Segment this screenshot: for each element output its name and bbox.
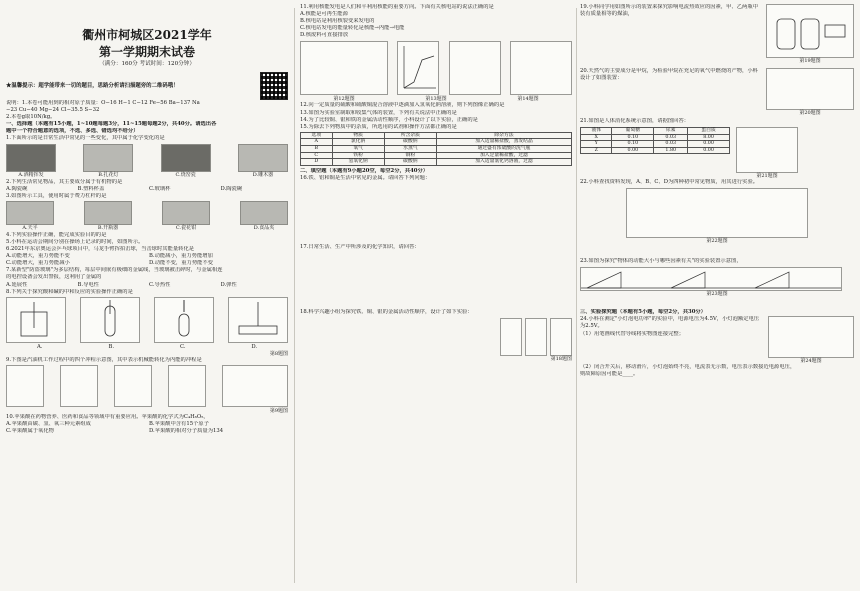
question-16: 16.铁、铝和铜是生活中常见的金属。请回答下列问题： — [300, 174, 431, 181]
table-cell: 氢氧化钠 — [332, 159, 384, 166]
engine-diagram — [6, 365, 44, 407]
option[interactable]: D.弹性 — [220, 281, 237, 288]
question-24-block — [580, 316, 854, 364]
option[interactable]: A.陶瓷碗 — [6, 185, 28, 192]
table-cell: 铜粉 — [384, 152, 436, 159]
question-19-block — [580, 4, 854, 68]
table-header: 所含杂质 — [384, 132, 436, 139]
option[interactable]: D. — [251, 343, 258, 350]
question-7-line2: 的电控设备会发出警报，这利用了金属的 — [6, 274, 102, 281]
question-14: 14.为了比较铜、银和铁的金属活动性顺序，小科设计了以下实验，正确的是 — [300, 116, 478, 123]
option[interactable]: A.核能是可再生能源 — [300, 11, 348, 18]
question-10-options — [6, 421, 288, 428]
exam-title-line2: 第一学期期末试卷 — [98, 45, 195, 59]
option[interactable]: C. — [179, 343, 186, 350]
question-8: 8.下列关于探究酸和碱的中和反应的实验操作正确的是 — [6, 288, 133, 295]
option-label: D.雕木器 — [252, 171, 274, 178]
question-13: 13.如图为实验室制取和收集气体的装置，下列有关说法中正确的是 — [300, 109, 457, 116]
table-cell: A — [301, 139, 333, 146]
question-3: 3.如图所示工具，使用时属于费力杠杆的是 — [6, 192, 107, 199]
exam-tip: ★温馨提示：超学能带来一切的题目，思路分析请扫描题旁的二维码哦！ — [6, 82, 179, 89]
option-label: C.烧窑瓷 — [175, 171, 196, 178]
engine-diagram — [114, 365, 152, 407]
dropper-icon — [155, 298, 213, 342]
table-cell: 碳酸钠 — [384, 159, 436, 166]
table-cell: 0.10 — [612, 141, 654, 148]
question-12-figures — [300, 41, 572, 95]
option[interactable]: C.苹果酸属于氧化物 — [6, 428, 54, 435]
table-row — [581, 147, 730, 154]
qr-code-icon[interactable] — [260, 72, 288, 100]
question-9-images — [6, 365, 288, 407]
option[interactable]: C.核电站发电的能量转化是核能→内能→电能 — [300, 25, 405, 32]
question-22-body — [580, 244, 854, 258]
option[interactable]: C.动能增大，重力势能减小 — [6, 260, 70, 267]
ramp-diagram — [580, 267, 842, 291]
tool-image — [240, 201, 288, 225]
figure-caption: 第8题图 — [269, 350, 288, 357]
question-20-block — [580, 68, 854, 118]
lab-diagram — [228, 297, 288, 343]
table-cell: 氧气 — [332, 146, 384, 153]
table-cell: 碳酸钠 — [384, 139, 436, 146]
question-19: 19.小科同学用如图所示的装置来探究影响电流热效应的因素，甲、乙两瓶中装有质量相等的煤油， — [580, 4, 758, 18]
table-header: 液体 — [581, 128, 612, 135]
lab-diagram — [80, 297, 140, 343]
question-9: 9.下图是汽油机工作过程中的四个冲程示意图，其中表示机械能转化为内能的冲程是 — [6, 356, 202, 363]
engine-diagram — [60, 365, 98, 407]
option[interactable]: D.动能不变，重力势能不变 — [149, 260, 214, 267]
table-cell: 加入适量稀盐酸，蒸发结晶 — [436, 139, 571, 146]
test-tube-diagram — [525, 318, 547, 356]
question-18: 18.科学兴趣小组为探究铁、铜、银的金属活动性顺序，设计了如下实验： — [300, 309, 473, 316]
beaker-icon — [7, 298, 65, 342]
apparatus-diagram — [300, 41, 388, 95]
question-2: 2.下列生活常见物品，其主要成分属于有机物的是 — [6, 178, 123, 185]
question-1: 1.下面所示的是日常生活中常见的一些变化，其中属于化学变化的是 — [6, 135, 165, 142]
section-heading: 三、实验探究题（本题有5小题，每空2分，共30分） — [580, 309, 706, 316]
question-20: 20.天然气的主要成分是甲烷，为检验甲烷在充足的氧气中燃烧的产物，小科设计了如图装置： — [580, 68, 758, 82]
column-divider — [576, 8, 577, 583]
flask-icon — [767, 5, 853, 57]
kidney-diagram — [736, 127, 798, 173]
table-header: 除杂方法 — [436, 132, 571, 139]
table-cell: 加入适量氯化钙溶液，过滤 — [436, 159, 571, 166]
question-7: 7.某新型"防盗玻璃"为多层结构，每层中间嵌有极细的金属线，当玻璃被击碎时，与金属相连 — [6, 267, 223, 274]
ph-paper-icon — [229, 298, 287, 342]
question-18-figure — [300, 318, 572, 356]
table-cell: Z — [581, 147, 612, 154]
graph-icon — [398, 42, 438, 94]
question-24-part1: （1）用笔画线代替导线将实物图连接完整； — [580, 330, 685, 337]
ramp-icon — [581, 268, 841, 290]
question-8-options — [6, 344, 288, 351]
table-cell: C — [301, 152, 333, 159]
photo — [83, 144, 133, 172]
exam-note: −23 Cu−40 Mg−24 Cl−35.5 S−32 — [6, 107, 100, 114]
photo — [238, 144, 288, 172]
option[interactable]: B.导电性 — [77, 281, 99, 288]
question-4: 4.下列实验操作正确，能完成实验目的的是 — [6, 231, 107, 238]
option-label: B.开瓶器 — [97, 224, 119, 231]
question-24-part2: （2）闭合开关后，移动滑片，小灯泡始终不亮，电流表无示数，电压表示数接近电源电压， — [580, 364, 796, 371]
figure-caption: 第20题图 — [799, 110, 821, 116]
figure-caption: 第21题图 — [756, 173, 778, 180]
test-tube-diagram — [500, 318, 522, 356]
table-row — [301, 146, 572, 153]
question-6-options — [6, 260, 288, 267]
question-15: 15.为除去下列物质中的杂质，所选用的试剂和操作方法都正确的是 — [300, 123, 457, 130]
option[interactable]: D.核废料可直接排放 — [300, 32, 349, 39]
figure-caption: 第24题图 — [800, 358, 822, 365]
figure-caption: 第9题图 — [269, 407, 288, 414]
table-cell: 通过盛有浓硫酸的洗气瓶 — [436, 146, 571, 153]
figure-caption: 第19题图 — [799, 58, 821, 64]
table-row — [301, 152, 572, 159]
option-label: B.扎花灯 — [98, 171, 119, 178]
tool-image — [162, 201, 210, 225]
table-cell: 加入足量稀盐酸，过滤 — [436, 152, 571, 159]
apparatus-diagram — [449, 41, 501, 95]
table-cell: 0.00 — [612, 147, 654, 154]
engine-diagram — [168, 365, 206, 407]
option[interactable]: B.苹果酸中含有15个原子 — [149, 420, 209, 427]
table-cell: 1.80 — [654, 147, 688, 154]
option-label: A.酒精挥发 — [18, 171, 44, 178]
table-cell: 0.03 — [654, 134, 688, 141]
question-6-options — [6, 253, 288, 260]
table-cell: X — [581, 134, 612, 141]
table-cell: 0.00 — [688, 141, 730, 148]
option[interactable]: B.核电站是利用核裂变来发电的 — [300, 18, 375, 25]
table-header: 蛋白质 — [688, 128, 730, 135]
table-cell: Y — [581, 141, 612, 148]
table-cell: 铁粉 — [332, 152, 384, 159]
question-2-options — [6, 186, 288, 193]
question-3-images — [6, 201, 288, 231]
option-label: D.食品夹 — [253, 224, 275, 231]
option[interactable]: A.延展性 — [6, 281, 28, 288]
question-21: 21.如图是人体消化系统示意图，请据图回答： — [580, 118, 690, 124]
question-10: 10.苹果酸在药物营养、医药和食品等领域中有重要应用。苹果酸的化学式为C₄H₆O₅， — [6, 413, 209, 420]
question-21-block — [580, 127, 854, 179]
apparatus-diagram — [510, 41, 572, 95]
option[interactable]: A.动能增大，重力势能不变 — [6, 253, 70, 260]
table-row — [301, 159, 572, 166]
lab-diagram — [6, 297, 66, 343]
table-header: 物质 — [332, 132, 384, 139]
question-8-images — [6, 297, 288, 343]
option[interactable]: A.苹果酸由碳、氢、氧三种元素组成 — [6, 420, 91, 427]
question-1-images — [6, 144, 288, 178]
column-right — [580, 4, 854, 587]
question-16-body — [300, 182, 572, 244]
option[interactable]: D.陶瓷碗 — [220, 185, 243, 192]
question-23-body — [580, 297, 854, 309]
question-6: 6.2021年东京奥运会乒乓球项目中，马龙手臂挥拍击球，当击球时其能量转化是 — [6, 246, 195, 253]
question-11: 11.利用核能发电是人们和平利用核能的重要方向。下面有关核电站的说法正确的是 — [300, 4, 494, 10]
table-cell: 0.10 — [612, 134, 654, 141]
column-divider — [294, 8, 295, 583]
question-7-options — [6, 282, 288, 289]
exam-note: 说明：1.本卷可能用到的相对原子质量：O−16 H−1 C−12 Fe−56 Ba−137 Na — [6, 100, 200, 106]
question-15-table — [300, 132, 572, 166]
question-5: 5.小科在运动会期间分别在操场上记录的时间，如图所示。 — [6, 238, 144, 245]
exam-score-note: （满分：160分 考试时间：120分钟） — [99, 61, 195, 67]
table-cell: 8.00 — [688, 134, 730, 141]
option[interactable]: B. — [108, 343, 115, 350]
table-cell: D — [301, 159, 333, 166]
section-heading: 二、填空题（本题有9小题20空，每空2分，共40分） — [300, 167, 429, 174]
tool-image — [6, 201, 54, 225]
table-header: 尿素 — [654, 128, 688, 135]
circuit-diagram — [768, 316, 854, 358]
photo — [161, 144, 211, 172]
tool-image — [84, 201, 132, 225]
figure-caption: 第13题图 — [425, 96, 447, 103]
table-cell: 0.03 — [654, 141, 688, 148]
exam-title-line1: 衢州市柯城区2021学年 — [82, 28, 212, 42]
question-24-part3: 则故障原因可能是____。 — [580, 371, 639, 378]
test-tube-icon — [81, 298, 139, 342]
photo — [6, 144, 56, 172]
table-row — [301, 139, 572, 146]
flowchart-diagram — [626, 188, 808, 238]
graph-diagram — [397, 41, 439, 95]
table-row — [581, 141, 730, 148]
column-left — [6, 4, 288, 587]
question-23: 23.如图为探究"物体的动能大小与哪些因素有关"的实验装置示意图， — [580, 258, 742, 265]
section-heading: 一、选择题（本题有15小题，1~10题每题3分，11~15题每题2分，共40分。请选出各 — [6, 121, 217, 128]
table-cell: 水蒸气 — [384, 146, 436, 153]
question-17-body — [300, 251, 572, 309]
option[interactable]: B.塑料杯盖 — [77, 185, 105, 192]
option-label: C.瓷花钳 — [175, 224, 197, 231]
table-header: 葡萄糖 — [612, 128, 654, 135]
figure-caption: 第22题图 — [706, 238, 728, 245]
engine-diagram — [222, 365, 288, 407]
question-12: 12.向一定质量的硫酸和硫酸铜混合溶液中逐滴加入氢氧化钠溶液，则下列图像正确的是 — [300, 102, 505, 109]
question-22: 22.小科查找资料发现，A、B、C、D为四种初中常见物质，用其进行实验。 — [580, 179, 759, 186]
exam-note: 2.本卷g取10N/kg。 — [6, 114, 56, 121]
figure-caption: 第12题图 — [333, 96, 355, 103]
option[interactable]: B.动能减小，重力势能增加 — [149, 253, 213, 260]
option[interactable]: C.玻璃杯 — [149, 185, 171, 192]
question-17: 17.日常生活、生产中所涉及的化学知识，请回答： — [300, 244, 420, 250]
table-cell: 0.00 — [688, 147, 730, 154]
question-21-table — [580, 127, 730, 154]
option[interactable]: C.导热性 — [149, 281, 171, 288]
question-24: 24.小科在测定"小灯泡电功率"的实验中，电源电压为4.5V，小灯泡额定电压为2.5V。 — [580, 316, 760, 330]
option-label: A.天平 — [22, 224, 38, 231]
table-header: 选项 — [301, 132, 333, 139]
table-cell: 氯化钠 — [332, 139, 384, 146]
lab-diagram — [154, 297, 214, 343]
test-tube-diagram — [550, 318, 572, 356]
table-cell: B — [301, 146, 333, 153]
column-middle — [300, 4, 572, 587]
section-heading: 题中一个符合题意的选项，不选、多选、错选均不给分） — [6, 128, 139, 135]
table-row — [581, 134, 730, 141]
gas-apparatus-diagram — [766, 68, 854, 110]
figure-caption: 第14题图 — [517, 96, 539, 103]
option[interactable]: A. — [36, 343, 43, 350]
question-10-options — [6, 428, 288, 435]
option[interactable]: D.苹果酸的相对分子质量为134 — [149, 428, 224, 435]
figure-caption: 第18题图 — [550, 356, 572, 363]
circuit-diagram — [766, 4, 854, 58]
figure-caption: 第23题图 — [706, 291, 728, 298]
